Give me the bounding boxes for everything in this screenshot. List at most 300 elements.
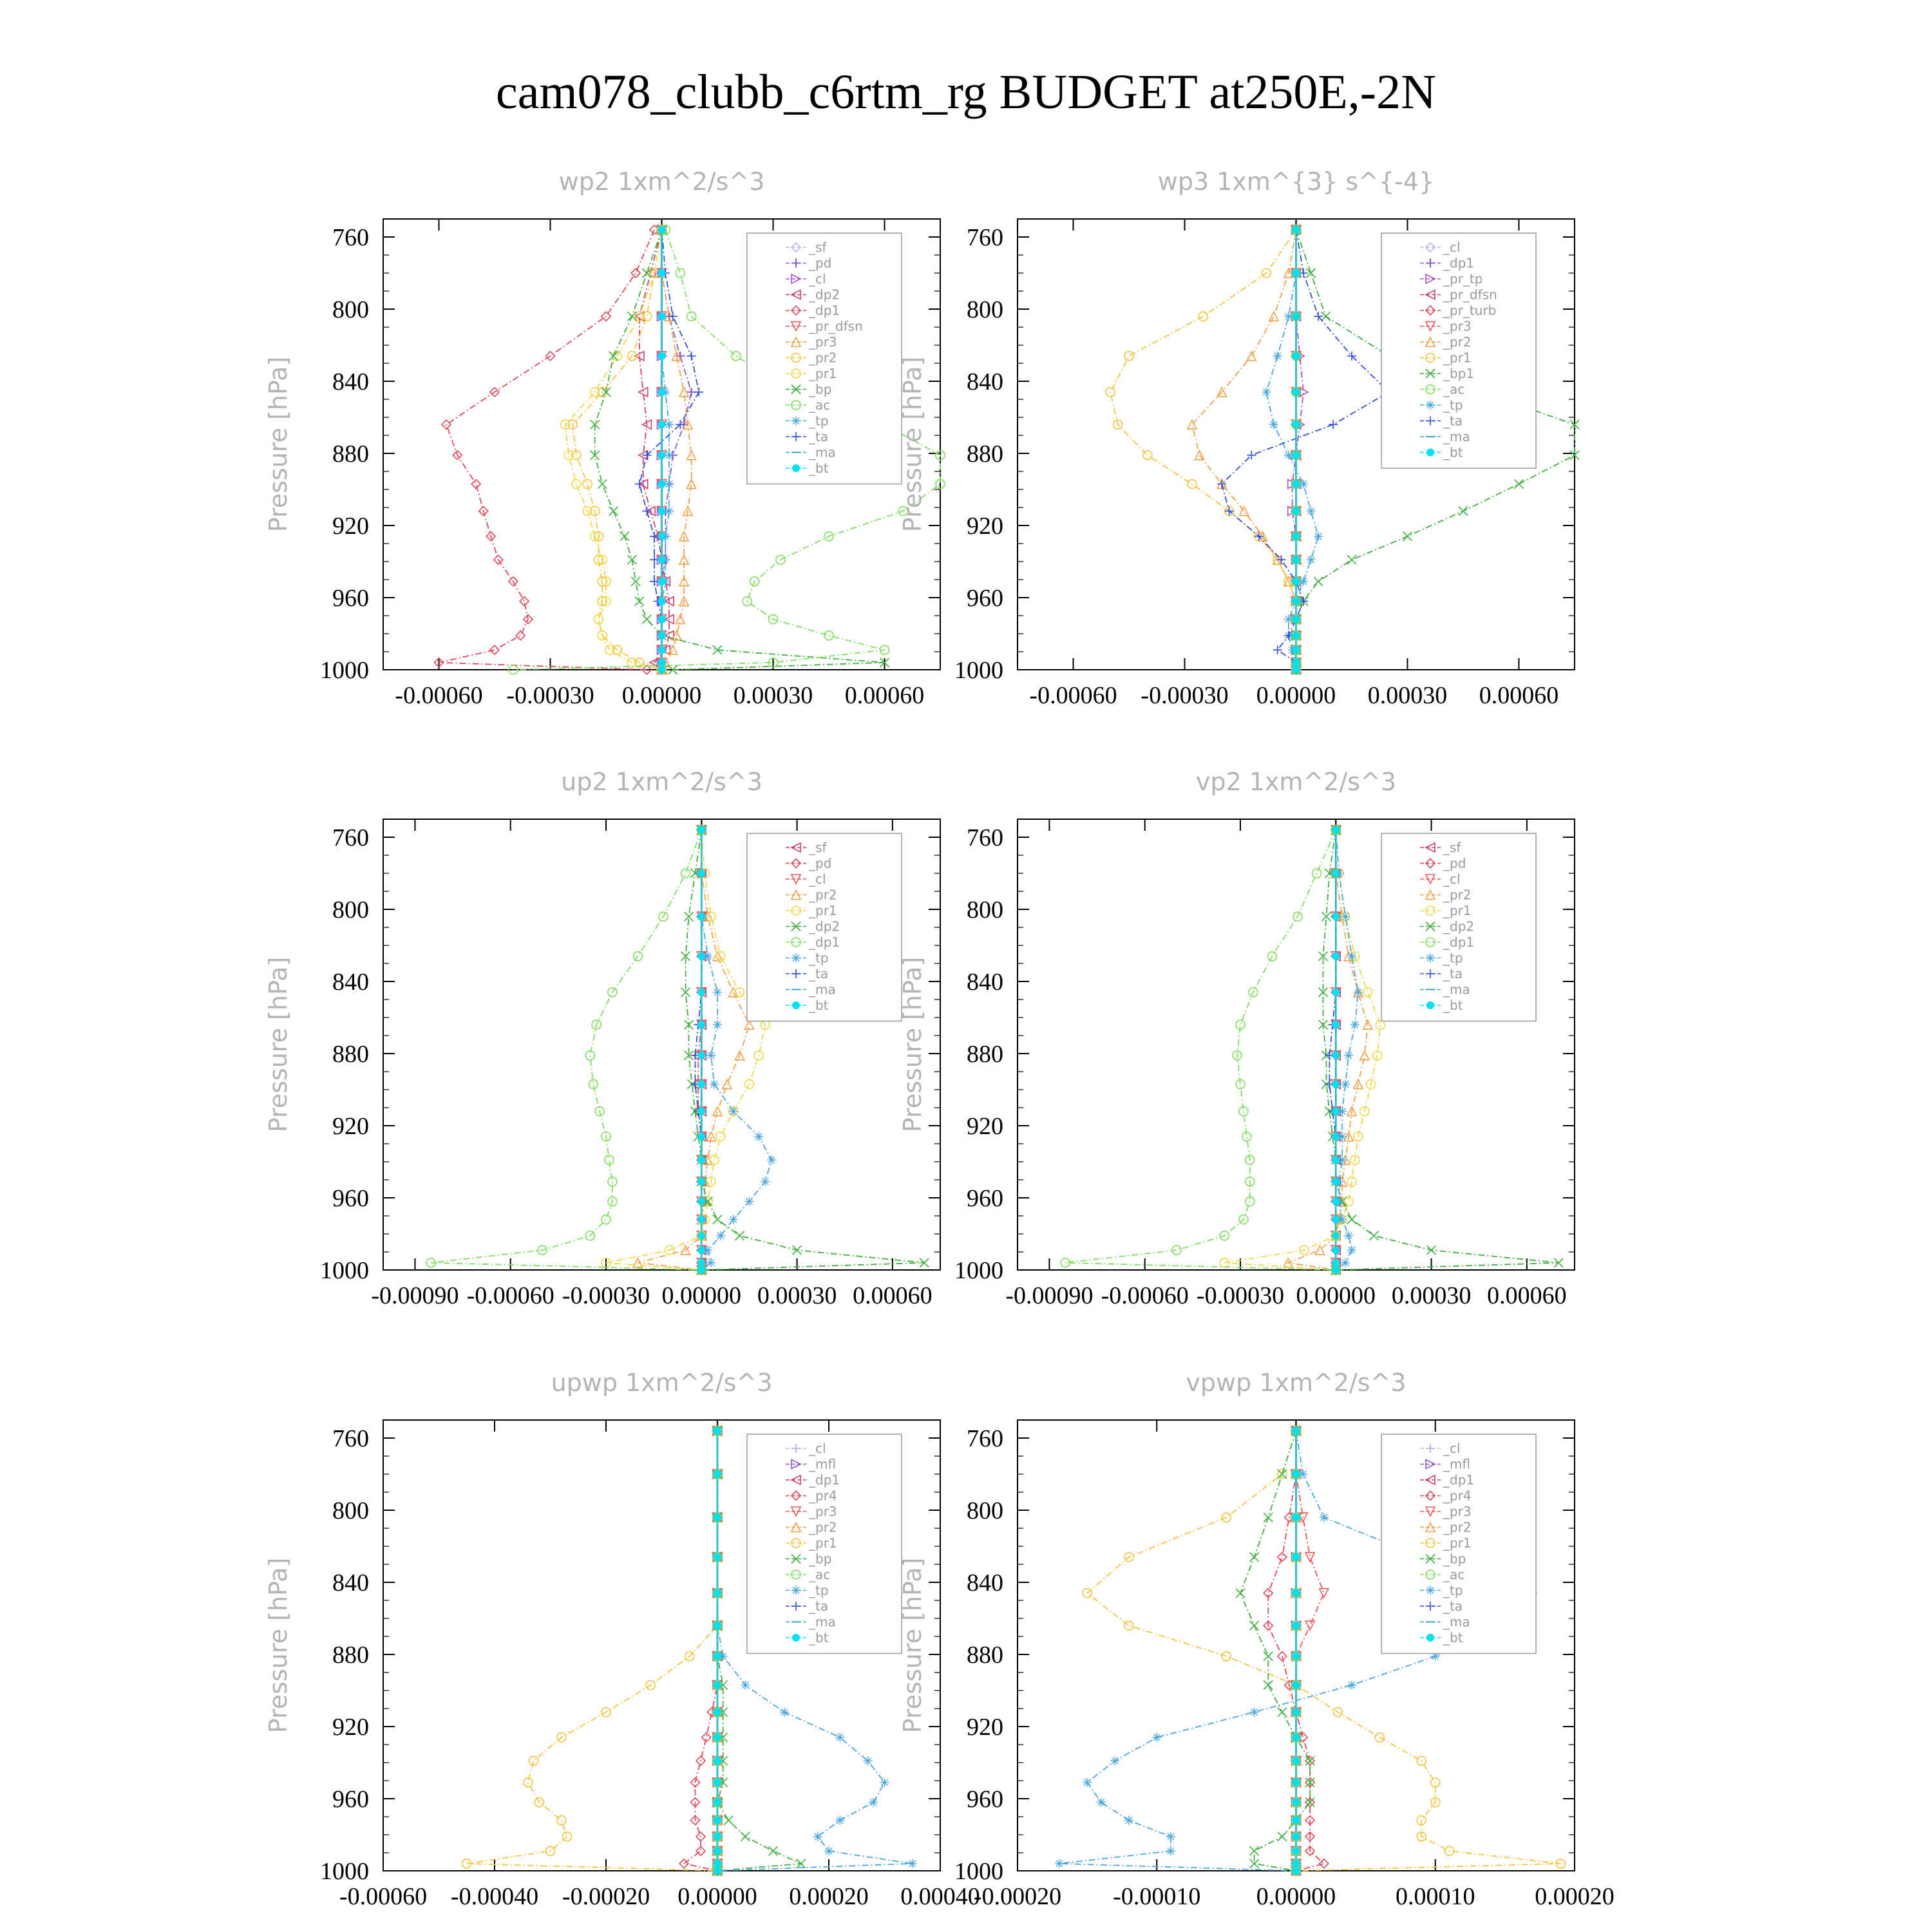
x-tick-label: 0.00060 — [1479, 682, 1559, 709]
data-point — [687, 352, 696, 361]
legend-label: _cl — [1443, 240, 1461, 255]
data-point — [1293, 421, 1300, 428]
data-point — [824, 631, 833, 640]
data-point — [714, 1799, 721, 1806]
data-point — [1293, 480, 1300, 488]
x-tick-label: -0.00030 — [1196, 1282, 1285, 1309]
data-point — [1403, 532, 1412, 541]
data-point — [594, 615, 603, 624]
y-tick-label: 840 — [332, 1569, 369, 1596]
data-point — [714, 1860, 721, 1868]
y-tick-label: 960 — [967, 1786, 1003, 1813]
legend-label: _bp — [1443, 1551, 1466, 1567]
data-point — [1293, 666, 1300, 674]
data-point — [813, 1832, 822, 1841]
data-point — [609, 507, 618, 516]
data-point — [1293, 1589, 1300, 1597]
data-point — [1332, 989, 1340, 996]
y-tick-label: 1000 — [320, 657, 369, 684]
data-point — [697, 1266, 705, 1274]
data-point — [658, 226, 666, 234]
x-tick-label: -0.00060 — [1029, 682, 1117, 709]
series-line — [431, 830, 701, 1270]
legend-label: _cl — [809, 271, 826, 287]
data-point — [676, 269, 685, 278]
legend-label: _ma — [809, 1614, 836, 1630]
x-tick-label: -0.00020 — [973, 1883, 1062, 1910]
data-point — [716, 952, 725, 961]
data-point — [1332, 1052, 1340, 1059]
legend-marker — [1426, 1001, 1434, 1009]
data-point — [714, 1867, 721, 1875]
data-point — [714, 1427, 721, 1435]
data-point — [864, 1756, 873, 1765]
legend-label: _ta — [1443, 1598, 1463, 1614]
legend-label: _sf — [809, 840, 827, 855]
data-point — [714, 1553, 721, 1561]
data-point — [716, 1231, 725, 1240]
y-tick-label: 760 — [332, 224, 369, 251]
data-point — [679, 1859, 688, 1868]
data-point — [1278, 1708, 1287, 1717]
data-point — [1293, 533, 1300, 540]
y-tick-label: 760 — [332, 1425, 369, 1452]
y-tick-label: 1000 — [954, 657, 1003, 684]
data-point — [1293, 1799, 1300, 1806]
panel-title: wp3 1xm^{3} s^{-4} — [1157, 167, 1435, 196]
x-tick-label: 0.00000 — [661, 1282, 742, 1309]
data-point — [1293, 312, 1300, 320]
data-point — [1278, 1470, 1287, 1479]
data-point — [1459, 507, 1468, 516]
legend-label: _pd — [809, 855, 832, 871]
panel-1 — [264, 167, 945, 709]
y-tick-label: 880 — [967, 1642, 1003, 1669]
data-point — [1370, 1231, 1379, 1240]
x-tick-label: 0.00020 — [1535, 1883, 1615, 1910]
series-line — [573, 230, 661, 670]
legend-label: _ma — [809, 444, 836, 460]
data-point — [658, 388, 666, 396]
data-point — [1332, 1232, 1340, 1240]
data-point — [697, 1156, 705, 1164]
data-point — [1307, 555, 1316, 564]
data-point — [1293, 1817, 1300, 1824]
data-point — [697, 1108, 705, 1115]
legend-label: _pr_dfsn — [809, 318, 863, 334]
legend-marker — [791, 417, 800, 426]
data-point — [658, 598, 666, 605]
data-point — [1347, 1245, 1356, 1255]
legend — [747, 833, 902, 1021]
data-point — [658, 659, 666, 667]
y-tick-label: 960 — [332, 1185, 369, 1212]
data-point — [1347, 1681, 1356, 1690]
data-point — [1332, 1216, 1340, 1224]
panel-6 — [898, 1368, 1615, 1910]
legend-label: _pr_dfsn — [1443, 287, 1497, 303]
legend — [747, 233, 902, 484]
legend-label: _cl — [809, 871, 826, 887]
data-point — [658, 421, 666, 428]
data-point — [697, 1021, 705, 1028]
data-point — [1341, 912, 1350, 921]
data-point — [724, 1816, 733, 1825]
y-tick-label: 880 — [332, 1041, 369, 1068]
data-point — [741, 1681, 750, 1690]
legend-label: _pr_turb — [1443, 303, 1497, 318]
data-point — [1332, 826, 1340, 834]
series-line — [1110, 230, 1296, 670]
data-point — [631, 577, 640, 586]
data-point — [1293, 1513, 1300, 1521]
data-point — [516, 631, 525, 640]
data-point — [713, 1215, 722, 1224]
legend-label: _ta — [1443, 413, 1463, 429]
legend-label: _tp — [809, 1582, 829, 1598]
y-tick-label: 800 — [332, 896, 369, 923]
data-point — [557, 1816, 566, 1825]
legend-label: _pr1 — [1443, 1535, 1472, 1551]
data-point — [658, 451, 666, 459]
legend-label: _bp — [809, 1551, 832, 1567]
data-point — [1124, 352, 1133, 361]
data-point — [697, 1052, 705, 1059]
data-point — [1293, 1847, 1300, 1855]
legend-label: _ac — [809, 1567, 831, 1582]
data-point — [658, 632, 666, 639]
series-bt — [1332, 826, 1340, 1274]
y-tick-label: 760 — [967, 224, 1003, 251]
data-point — [714, 1513, 721, 1521]
y-axis-label: Pressure [hPa] — [264, 1557, 292, 1734]
data-point — [658, 507, 666, 515]
y-tick-label: 920 — [332, 1714, 369, 1741]
legend-label: _tp — [1443, 397, 1463, 413]
data-point — [754, 1132, 763, 1141]
legend-label: _pd — [1443, 855, 1466, 871]
y-tick-label: 880 — [967, 440, 1003, 468]
legend — [747, 1434, 902, 1654]
x-tick-label: 0.00000 — [1256, 1883, 1336, 1910]
legend-label: _dp2 — [809, 287, 840, 303]
legend-label: _bt — [809, 998, 829, 1013]
series-line — [606, 830, 765, 1270]
data-point — [658, 312, 666, 320]
legend-label: _pr2 — [809, 350, 837, 366]
legend-label: _sf — [1443, 840, 1461, 855]
panel-2 — [898, 167, 1579, 709]
x-tick-label: 0.00040 — [900, 1883, 980, 1910]
data-point — [697, 1133, 705, 1141]
series-pr1 — [462, 1426, 722, 1875]
data-point — [1293, 451, 1300, 459]
x-tick-label: -0.00060 — [339, 1883, 428, 1910]
legend-label: _pr2 — [809, 1519, 837, 1535]
data-point — [1515, 480, 1524, 489]
data-point — [732, 352, 741, 361]
data-point — [1293, 1653, 1300, 1660]
legend-label: _bt — [809, 1630, 829, 1645]
legend-label: _pr1 — [809, 903, 837, 918]
x-tick-label: 0.00030 — [1391, 1282, 1472, 1309]
data-point — [1332, 1133, 1340, 1141]
y-axis-label: Pressure [hPa] — [898, 956, 927, 1133]
series-bp — [1236, 1426, 1314, 1875]
series-tp — [658, 225, 674, 674]
y-axis-label: Pressure [hPa] — [264, 956, 292, 1133]
data-point — [658, 352, 666, 360]
data-point — [697, 913, 705, 920]
y-axis-label: Pressure [hPa] — [898, 356, 927, 533]
x-tick-label: 0.00060 — [1487, 1282, 1567, 1309]
series-dp1 — [426, 826, 706, 1274]
legend-label: _bp1 — [1443, 366, 1475, 381]
data-point — [767, 1155, 776, 1164]
data-point — [697, 1216, 705, 1224]
y-tick-label: 880 — [332, 1642, 369, 1669]
data-point — [1269, 420, 1278, 429]
data-point — [710, 1080, 719, 1089]
x-tick-label: 0.00020 — [789, 1883, 869, 1910]
data-point — [710, 1155, 719, 1164]
legend-label: _pr2 — [1443, 887, 1472, 903]
data-point — [1278, 1553, 1287, 1562]
y-tick-label: 880 — [967, 1041, 1003, 1068]
data-point — [713, 988, 722, 997]
legend — [1381, 233, 1536, 468]
data-point — [1347, 952, 1356, 961]
panel-title: upwp 1xm^2/s^3 — [551, 1368, 773, 1397]
legend-label: _dp2 — [1443, 918, 1475, 934]
x-tick-label: -0.00020 — [562, 1883, 650, 1910]
legend-label: _pd — [809, 255, 832, 271]
legend-label: _ma — [809, 981, 836, 998]
legend-label: _pr3 — [1443, 1504, 1472, 1519]
legend-label: _pr2 — [1443, 1519, 1472, 1535]
legend-label: _pr_tp — [1443, 271, 1483, 287]
data-point — [1305, 1621, 1314, 1630]
series-pr2 — [1283, 826, 1372, 1274]
data-point — [635, 597, 644, 606]
y-tick-label: 800 — [332, 1497, 369, 1524]
legend-label: _ta — [809, 429, 829, 444]
legend-label: _ac — [1443, 1567, 1465, 1582]
data-point — [1278, 1832, 1287, 1841]
panel-title: wp2 1xm^2/s^3 — [558, 167, 765, 196]
series-pr2 — [633, 826, 753, 1274]
series-tp — [1262, 225, 1323, 674]
legend-label: _pr4 — [1443, 1488, 1472, 1504]
x-tick-label: 0.00000 — [1296, 1282, 1376, 1309]
data-point — [1293, 1470, 1300, 1478]
x-tick-label: 0.00000 — [621, 682, 702, 709]
legend-label: _pr1 — [1443, 350, 1472, 366]
data-point — [729, 1107, 738, 1116]
legend-label: _mfl — [1443, 1456, 1471, 1472]
legend-label: _pr2 — [809, 887, 837, 903]
x-tick-label: 0.00010 — [1396, 1883, 1475, 1910]
series-pd — [658, 225, 696, 674]
data-point — [520, 597, 529, 606]
data-point — [1250, 1846, 1259, 1855]
data-point — [1350, 1020, 1359, 1029]
data-point — [658, 480, 666, 488]
legend-label: _ta — [809, 1598, 829, 1614]
data-point — [1124, 1621, 1133, 1630]
data-point — [702, 1733, 711, 1742]
legend-label: _pr2 — [1443, 334, 1472, 350]
data-point — [1293, 598, 1300, 605]
data-point — [1293, 1622, 1300, 1629]
legend-label: _pr1 — [1443, 903, 1472, 918]
data-point — [1320, 1589, 1329, 1598]
series-pr4 — [679, 1426, 722, 1875]
data-point — [1341, 1258, 1350, 1267]
data-point — [658, 666, 666, 674]
legend-label: _pr3 — [1443, 318, 1472, 334]
data-point — [694, 388, 703, 397]
data-point — [1293, 269, 1300, 277]
data-point — [1166, 1832, 1175, 1841]
data-point — [1329, 420, 1338, 429]
data-point — [1262, 388, 1271, 397]
y-tick-label: 920 — [967, 513, 1003, 540]
data-point — [1320, 1513, 1329, 1522]
y-tick-label: 840 — [332, 368, 369, 395]
series-ta — [1325, 826, 1340, 1274]
legend-label: _ma — [1443, 429, 1470, 444]
series-line — [1065, 830, 1336, 1270]
legend-marker — [1426, 1634, 1434, 1642]
y-tick-label: 960 — [967, 585, 1003, 612]
legend-label: _sf — [809, 240, 827, 255]
y-tick-label: 800 — [967, 296, 1003, 323]
panel-title: vp2 1xm^2/s^3 — [1195, 768, 1397, 796]
series-line — [1224, 830, 1380, 1270]
y-tick-label: 760 — [332, 824, 369, 851]
data-point — [583, 480, 592, 489]
x-tick-label: 0.00060 — [853, 1282, 933, 1309]
figure-title: cam078_clubb_c6rtm_rg BUDGET at250E,-2N — [496, 65, 1436, 119]
data-point — [1152, 1733, 1161, 1742]
data-point — [1222, 1652, 1231, 1661]
data-point — [631, 269, 640, 278]
data-point — [642, 507, 651, 516]
legend-marker — [1426, 449, 1434, 457]
panel-4 — [898, 768, 1575, 1309]
data-point — [735, 1231, 744, 1240]
y-tick-label: 800 — [967, 1497, 1003, 1524]
data-point — [601, 1215, 611, 1224]
y-tick-label: 840 — [967, 969, 1003, 996]
series-pr1 — [601, 826, 770, 1274]
data-point — [714, 1653, 721, 1660]
x-tick-label: -0.00060 — [395, 682, 483, 709]
y-axis-label: Pressure [hPa] — [898, 1557, 927, 1734]
data-point — [714, 1622, 721, 1629]
legend-label: _dp1 — [809, 934, 840, 950]
legend-marker — [791, 954, 800, 963]
legend-label: _dp2 — [809, 918, 840, 934]
series-line — [638, 830, 749, 1270]
data-point — [696, 1846, 705, 1855]
legend-label: _bt — [809, 460, 829, 476]
legend-label: _pr3 — [809, 1504, 837, 1519]
x-tick-label: 0.00030 — [1367, 682, 1448, 709]
data-point — [1124, 1816, 1133, 1825]
y-tick-label: 760 — [967, 1425, 1003, 1452]
legend-label: _tp — [809, 413, 829, 429]
data-point — [1273, 352, 1282, 361]
data-point — [697, 1259, 705, 1267]
data-point — [706, 1258, 715, 1267]
data-point — [729, 1215, 738, 1224]
data-point — [658, 616, 666, 623]
data-point — [1293, 632, 1300, 639]
legend-label: _ma — [1443, 1614, 1470, 1630]
data-point — [697, 1081, 705, 1088]
y-tick-label: 760 — [967, 824, 1003, 851]
series-line — [467, 1431, 717, 1871]
y-tick-label: 1000 — [954, 1257, 1003, 1284]
data-point — [714, 1847, 721, 1855]
data-point — [697, 1198, 705, 1206]
data-point — [524, 1778, 533, 1787]
data-point — [1314, 577, 1323, 586]
legend-label: _dp1 — [809, 1472, 840, 1488]
legend-label: _bt — [1443, 444, 1463, 460]
data-point — [761, 1177, 770, 1186]
legend-label: _mfl — [809, 1456, 837, 1472]
data-point — [697, 1246, 705, 1254]
data-point — [642, 615, 651, 624]
data-point — [1363, 988, 1372, 997]
legend-label: _tp — [1443, 1582, 1463, 1598]
panel-3 — [264, 768, 940, 1309]
data-point — [620, 532, 629, 541]
data-point — [1097, 1798, 1106, 1807]
data-point — [598, 480, 607, 489]
y-tick-label: 880 — [332, 440, 369, 468]
data-point — [713, 1020, 722, 1029]
legend-label: _ta — [809, 966, 829, 981]
x-tick-label: -0.00090 — [1005, 1282, 1094, 1309]
data-point — [714, 1779, 721, 1786]
data-point — [1347, 1215, 1356, 1224]
data-point — [658, 578, 666, 585]
series-ta — [1217, 225, 1394, 674]
data-point — [1143, 451, 1152, 460]
y-axis-label: Pressure [hPa] — [264, 356, 292, 533]
legend-label: _tp — [1443, 950, 1463, 966]
data-point — [697, 826, 705, 834]
x-tick-label: 0.00000 — [1256, 682, 1336, 709]
series-pr_tp — [1288, 225, 1308, 674]
data-point — [1293, 578, 1300, 585]
panel-title: vpwp 1xm^2/s^3 — [1186, 1368, 1406, 1397]
legend-label: _pr1 — [809, 1535, 837, 1551]
series-bt — [1293, 226, 1300, 674]
y-tick-label: 1000 — [320, 1257, 369, 1284]
data-point — [1293, 1734, 1300, 1741]
data-point — [1332, 1178, 1340, 1186]
series-pr1 — [561, 225, 667, 674]
data-point — [572, 480, 581, 489]
legend-label: _cl — [809, 1441, 826, 1456]
data-point — [1293, 1833, 1300, 1841]
series-dp1 — [435, 225, 659, 674]
